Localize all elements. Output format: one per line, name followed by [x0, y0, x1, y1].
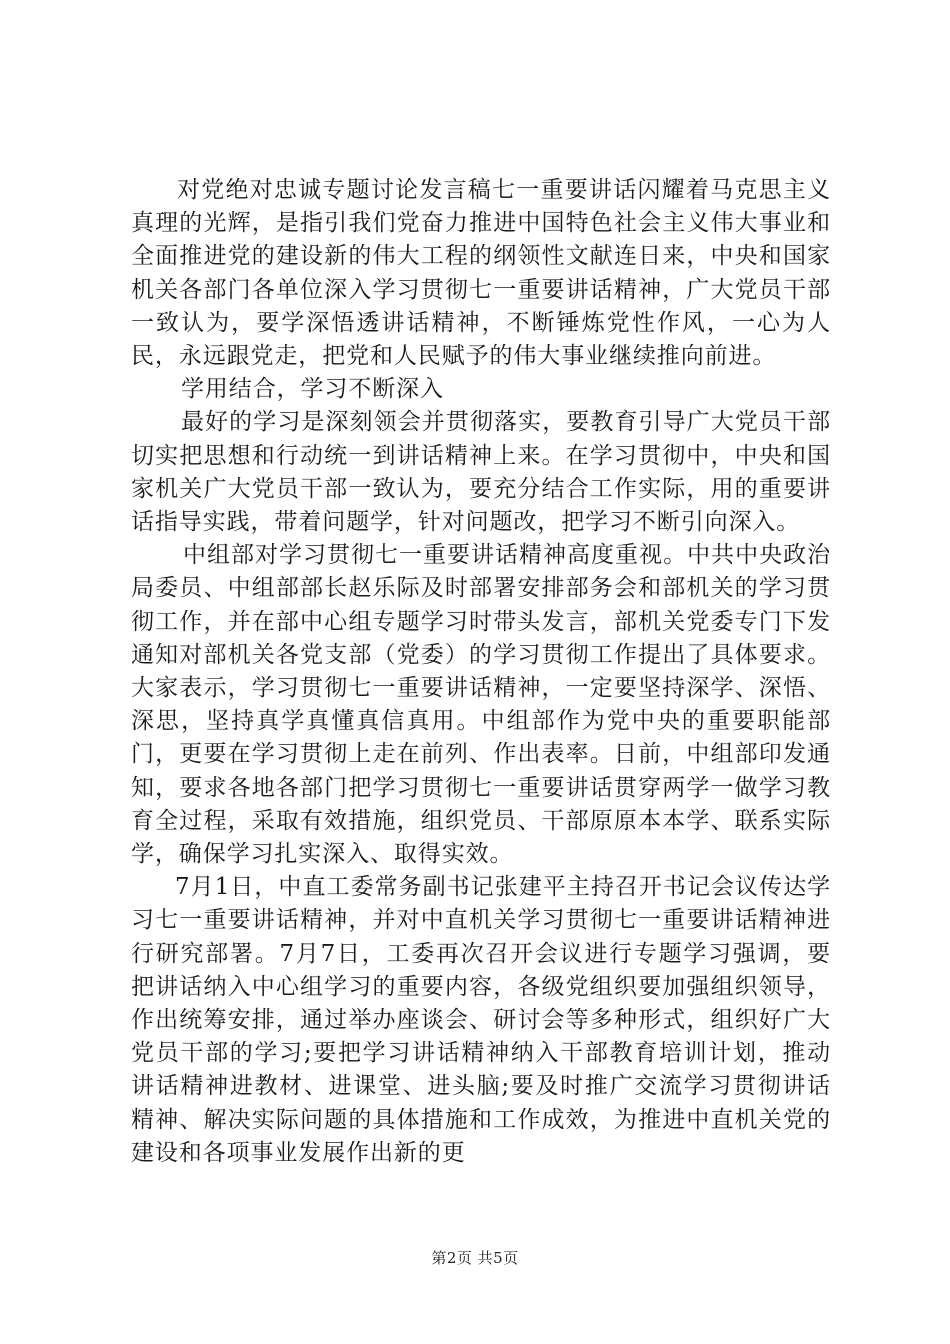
working-committee-paragraph: 7月1日，中直工委常务副书记张建平主持召开书记会议传达学习七一重要讲话精神，并对中直机关学习贯彻七一重要讲话精神进行研究部署。7月7日，工委再次召开会议进行专题学习强调，要把讲话纳入中心组学习的重要内容，各级党组织要加强组织领导，作出统筹安排，通过举办座谈会、研讨会等多种形式，组织好广大党员干部的学习;要把学习讲话精神纳入干部教育培训计划，推动讲话精神进教材、进课堂、进头脑;要及时推广交流学习贯彻讲话精神、解决实际问题的具体措施和工作成效，为推进中直机关党的建设和各项事业发展作出新的更	[131, 874, 831, 1166]
learning-paragraph: 最好的学习是深刻领会并贯彻落实，要教育引导广大党员干部切实把思想和行动统一到讲话精神上来。在学习贯彻中，中央和国家机关广大党员干部一致认为，要充分结合工作实际，用的重要讲话指导实践，带着问题学，针对问题改，把学习不断引向深入。	[131, 409, 831, 536]
organization-dept-paragraph: 中组部对学习贯彻七一重要讲话精神高度重视。中共中央政治局委员、中组部部长赵乐际及时部署安排部务会和部机关的学习贯彻工作，并在部中心组专题学习时带头发言，部机关党委专门下发通知对部机关各党支部（党委）的学习贯彻工作提出了具体要求。大家表示，学习贯彻七一重要讲话精神，一定要坚持深学、深悟、深思，坚持真学真懂真信真用。中组部作为党中央的重要职能部门，更要在学习贯彻上走在前列、作出表率。日前，中组部印发通知，要求各地各部门把学习贯彻七一重要讲话贯穿两学一做学习教育全过程，采取有效措施，组织党员、干部原原本本学、联系实际学，确保学习扎实深入、取得实效。	[131, 542, 831, 868]
page-number-footer: 第2页 共5页	[431, 1249, 519, 1267]
document-body	[131, 174, 831, 1170]
intro-paragraph: 对党绝对忠诚专题讨论发言稿七一重要讲话闪耀着马克思主义真理的光辉，是指引我们党奋力推进中国特色社会主义伟大事业和全面推进党的建设新的伟大工程的纲领性文献连日来，中央和国家机关各部门各单位深入学习贯彻七一重要讲话精神，广大党员干部一致认为，要学深悟透讲话精神，不断锤炼党性作风，一心为人民，永远跟党走，把党和人民赋予的伟大事业继续推向前进。	[131, 177, 831, 370]
section-heading: 学用结合，学习不断深入	[181, 376, 444, 403]
